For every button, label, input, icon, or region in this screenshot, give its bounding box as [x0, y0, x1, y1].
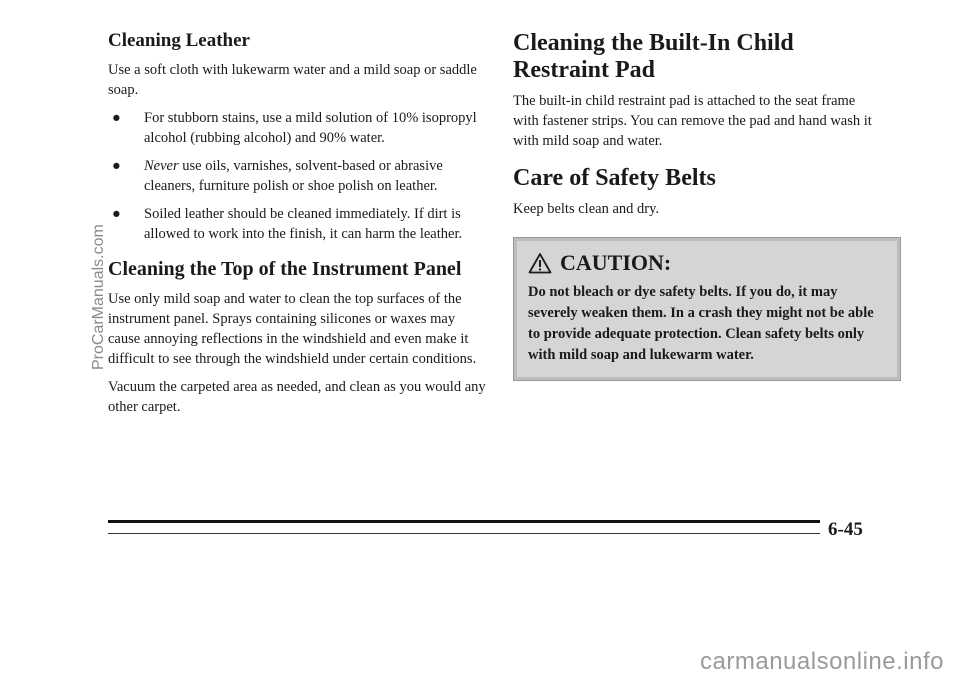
paragraph-leather: Use a soft cloth with lukewarm water and a mild soap or saddle soap. — [108, 62, 477, 98]
paragraph-carpet: Vacuum the carpeted area as needed, and clean as you would any other carpet. — [108, 379, 486, 415]
heading-cleaning-leather: Cleaning Leather — [108, 30, 250, 51]
list-item — [108, 204, 488, 244]
bullet-icon: ● — [112, 206, 121, 222]
bullet-text: Soiled leather should be cleaned immediately. If dirt is allowed to work into the finish, it can harm the leather. — [144, 206, 463, 242]
caution-text: Do not bleach or dye safety belts. If you do, it may severely weaken them. In a crash they might not be able to provide adequate protection. Clean safety belts only with mild soap and lukewarm water. — [528, 284, 874, 363]
page-number: 6-45 — [828, 519, 863, 540]
leather-bullet-list — [108, 108, 488, 244]
side-watermark: ProCarManuals.com — [90, 224, 107, 370]
list-item — [108, 156, 488, 196]
bullet-text: For stubborn stains, use a mild solution of 10% isopropyl alcohol (rubbing alcohol) and 90% water. — [144, 110, 477, 146]
heading-child-restraint-pad: Cleaning the Built-In Child Restraint Pad — [513, 30, 794, 83]
right-column — [513, 30, 883, 381]
bullet-text: use oils, varnishes, solvent-based or abrasive cleaners, furniture polish or shoe polish on leather. — [144, 158, 443, 194]
bullet-icon: ● — [112, 158, 121, 174]
paragraph-instrument-panel: Use only mild soap and water to clean the top surfaces of the instrument panel. Sprays containing silicones or waxes may cause annoying reflections in the windshield and even make it difficult to see through the windshield under certain conditions. — [108, 291, 477, 367]
bullet-emphasis: Never — [144, 158, 179, 174]
heading-instrument-panel: Cleaning the Top of the Instrument Panel — [108, 258, 462, 280]
warning-triangle-icon — [528, 252, 552, 274]
bottom-watermark: carmanualsonline.info — [700, 648, 944, 675]
paragraph-child-restraint-pad: The built-in child restraint pad is attached to the seat frame with fastener strips. You can remove the pad and hand wash it with mild soap and water. — [513, 93, 872, 149]
heading-safety-belts: Care of Safety Belts — [513, 165, 716, 191]
footer-rule-thick — [108, 520, 820, 523]
footer-rule-thin — [108, 533, 820, 534]
caution-header — [528, 250, 886, 276]
caution-title: CAUTION: — [560, 250, 672, 275]
caution-box — [513, 237, 901, 381]
bullet-icon: ● — [112, 110, 121, 126]
list-item — [108, 108, 488, 148]
left-column — [108, 30, 488, 425]
paragraph-safety-belts: Keep belts clean and dry. — [513, 201, 660, 217]
